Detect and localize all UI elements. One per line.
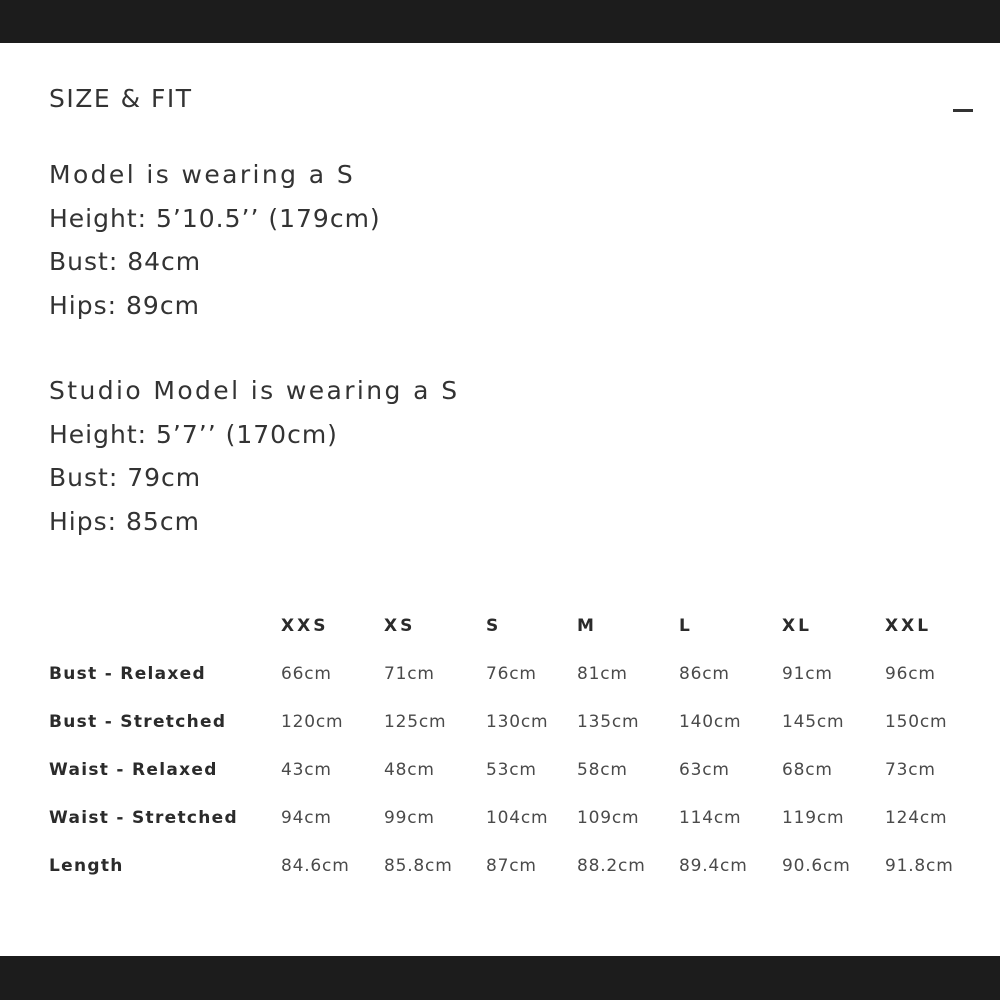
table-cell: 109cm [577,808,640,828]
size-chart-table [49,602,975,890]
table-cell: 120cm [281,712,344,732]
row-label: Bust - Stretched [49,712,227,732]
bottom-black-bar [0,956,1000,1000]
size-header-row [49,602,975,650]
table-cell: 84.6cm [281,856,350,876]
row-label: Waist - Relaxed [49,760,218,780]
table-cell: 140cm [679,712,742,732]
table-cell: 89.4cm [679,856,748,876]
table-row [49,650,975,698]
table-cell: 81cm [577,664,628,684]
table-row [49,746,975,794]
row-label: Bust - Relaxed [49,664,206,684]
table-row [49,698,975,746]
table-cell: 135cm [577,712,640,732]
studio-model-height: Height: 5’7’’ (170cm) [49,419,338,449]
table-cell: 96cm [885,664,936,684]
table-cell: 68cm [782,760,833,780]
section-title: SIZE & FIT [49,84,193,113]
table-cell: 43cm [281,760,332,780]
table-cell: 91.8cm [885,856,954,876]
header-empty-cell [49,602,281,650]
size-header-s: S [486,616,502,636]
table-cell: 88.2cm [577,856,646,876]
model-hips: Hips: 89cm [49,290,200,320]
table-cell: 114cm [679,808,742,828]
size-header-l: L [679,616,693,636]
size-header-xs: XS [384,616,416,636]
size-header-xl: XL [782,616,812,636]
model-info [49,153,381,327]
model-bust: Bust: 84cm [49,247,202,276]
table-cell: 125cm [384,712,447,732]
table-cell: 76cm [486,664,537,684]
table-cell: 71cm [384,664,435,684]
table-cell: 91cm [782,664,833,684]
size-header-xxl: XXL [885,616,932,636]
model-title: Model is wearing a S [49,160,356,189]
table-cell: 86cm [679,664,730,684]
top-black-bar [0,0,1000,43]
table-cell: 94cm [281,808,332,828]
table-row [49,794,975,842]
table-cell: 104cm [486,808,549,828]
table-cell: 119cm [782,808,845,828]
row-label: Waist - Stretched [49,808,238,828]
table-cell: 130cm [486,712,549,732]
studio-model-bust: Bust: 79cm [49,463,202,492]
table-cell: 63cm [679,760,730,780]
model-height: Height: 5’10.5’’ (179cm) [49,203,381,233]
table-cell: 73cm [885,760,936,780]
studio-model-title: Studio Model is wearing a S [49,376,460,405]
minus-icon [953,109,973,112]
size-header-m: M [577,616,597,636]
table-cell: 53cm [486,760,537,780]
table-cell: 90.6cm [782,856,851,876]
table-cell: 87cm [486,856,537,876]
table-row [49,842,975,890]
studio-model-info [49,369,459,543]
table-cell: 150cm [885,712,948,732]
table-cell: 58cm [577,760,628,780]
studio-model-hips: Hips: 85cm [49,506,200,536]
table-cell: 145cm [782,712,845,732]
table-cell: 85.8cm [384,856,453,876]
row-label: Length [49,856,124,876]
table-cell: 124cm [885,808,948,828]
collapse-button[interactable] [946,96,978,124]
table-cell: 48cm [384,760,435,780]
size-header-xxs: XXS [281,616,329,636]
table-cell: 66cm [281,664,332,684]
table-cell: 99cm [384,808,435,828]
